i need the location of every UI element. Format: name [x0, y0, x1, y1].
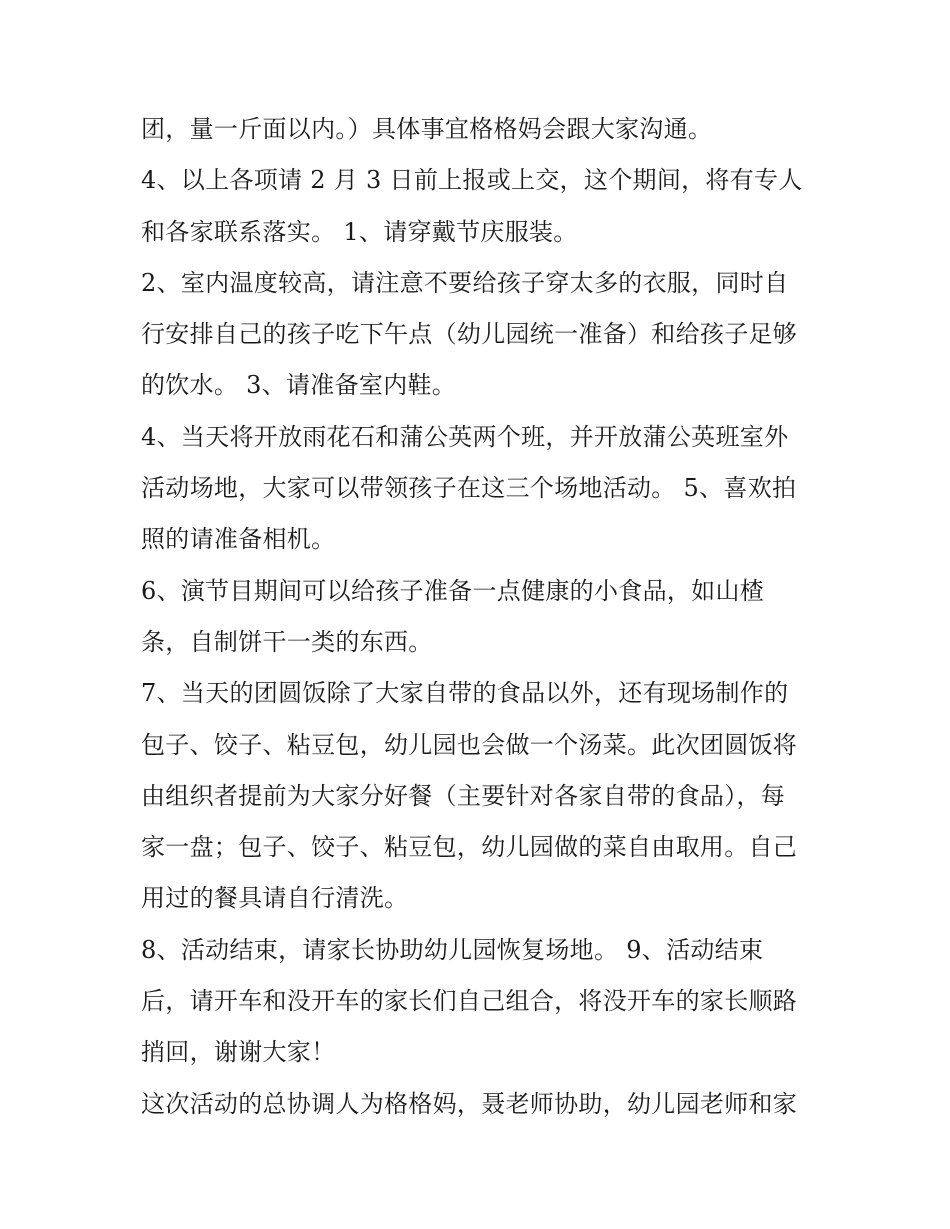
text-line: 和各家联系落实。 1、请穿戴节庆服装。 — [141, 217, 578, 246]
text-line: 7、当天的团圆饭除了大家自带的食品以外，还有现场制作的 — [141, 679, 789, 708]
text-line: 这次活动的总协调人为格格妈，聂老师协助，幼儿园老师和家 — [141, 1089, 798, 1118]
document-body — [141, 104, 831, 1130]
text-line: 捎回，谢谢大家！ — [141, 1038, 336, 1067]
text-line: 后，请开车和没开车的家长们自己组合，将没开车的家长顺路 — [141, 987, 798, 1016]
text-line: 8、活动结束，请家长协助幼儿园恢复场地。 9、活动结束 — [141, 935, 764, 964]
text-line: 6、演节目期间可以给孩子准备一点健康的小食品，如山楂 — [141, 576, 765, 605]
text-line: 活动场地，大家可以带领孩子在这三个场地活动。 5、喜欢拍 — [141, 474, 797, 503]
text-line: 4、当天将开放雨花石和蒲公英两个班，并开放蒲公英班室外 — [141, 422, 789, 451]
text-line: 2、室内温度较高，请注意不要给孩子穿太多的衣服，同时自 — [141, 268, 789, 297]
text-line: 的饮水。 3、请准备室内鞋。 — [141, 371, 457, 400]
text-line: 用过的餐具请自行清洗。 — [141, 884, 409, 913]
text-line: 团，量一斤面以内。）具体事宜格格妈会跟大家沟通。 — [141, 115, 713, 143]
text-line: 行安排自己的孩子吃下午点（幼儿园统一准备）和给孩子足够 — [141, 320, 798, 349]
text-line: 4、以上各项请 2 月 3 日前上报或上交，这个期间，将有专人 — [141, 166, 803, 195]
text-line: 条，自制饼干一类的东西。 — [141, 627, 433, 656]
text-line: 包子、饺子、粘豆包，幼儿园也会做一个汤菜。此次团圆饭将 — [141, 730, 798, 759]
text-line: 家一盘；包子、饺子、粘豆包，幼儿园做的菜自由取用。自己 — [141, 833, 798, 862]
text-line: 由组织者提前为大家分好餐（主要针对各家自带的食品），每 — [141, 781, 786, 810]
text-line: 照的请准备相机。 — [141, 525, 336, 554]
